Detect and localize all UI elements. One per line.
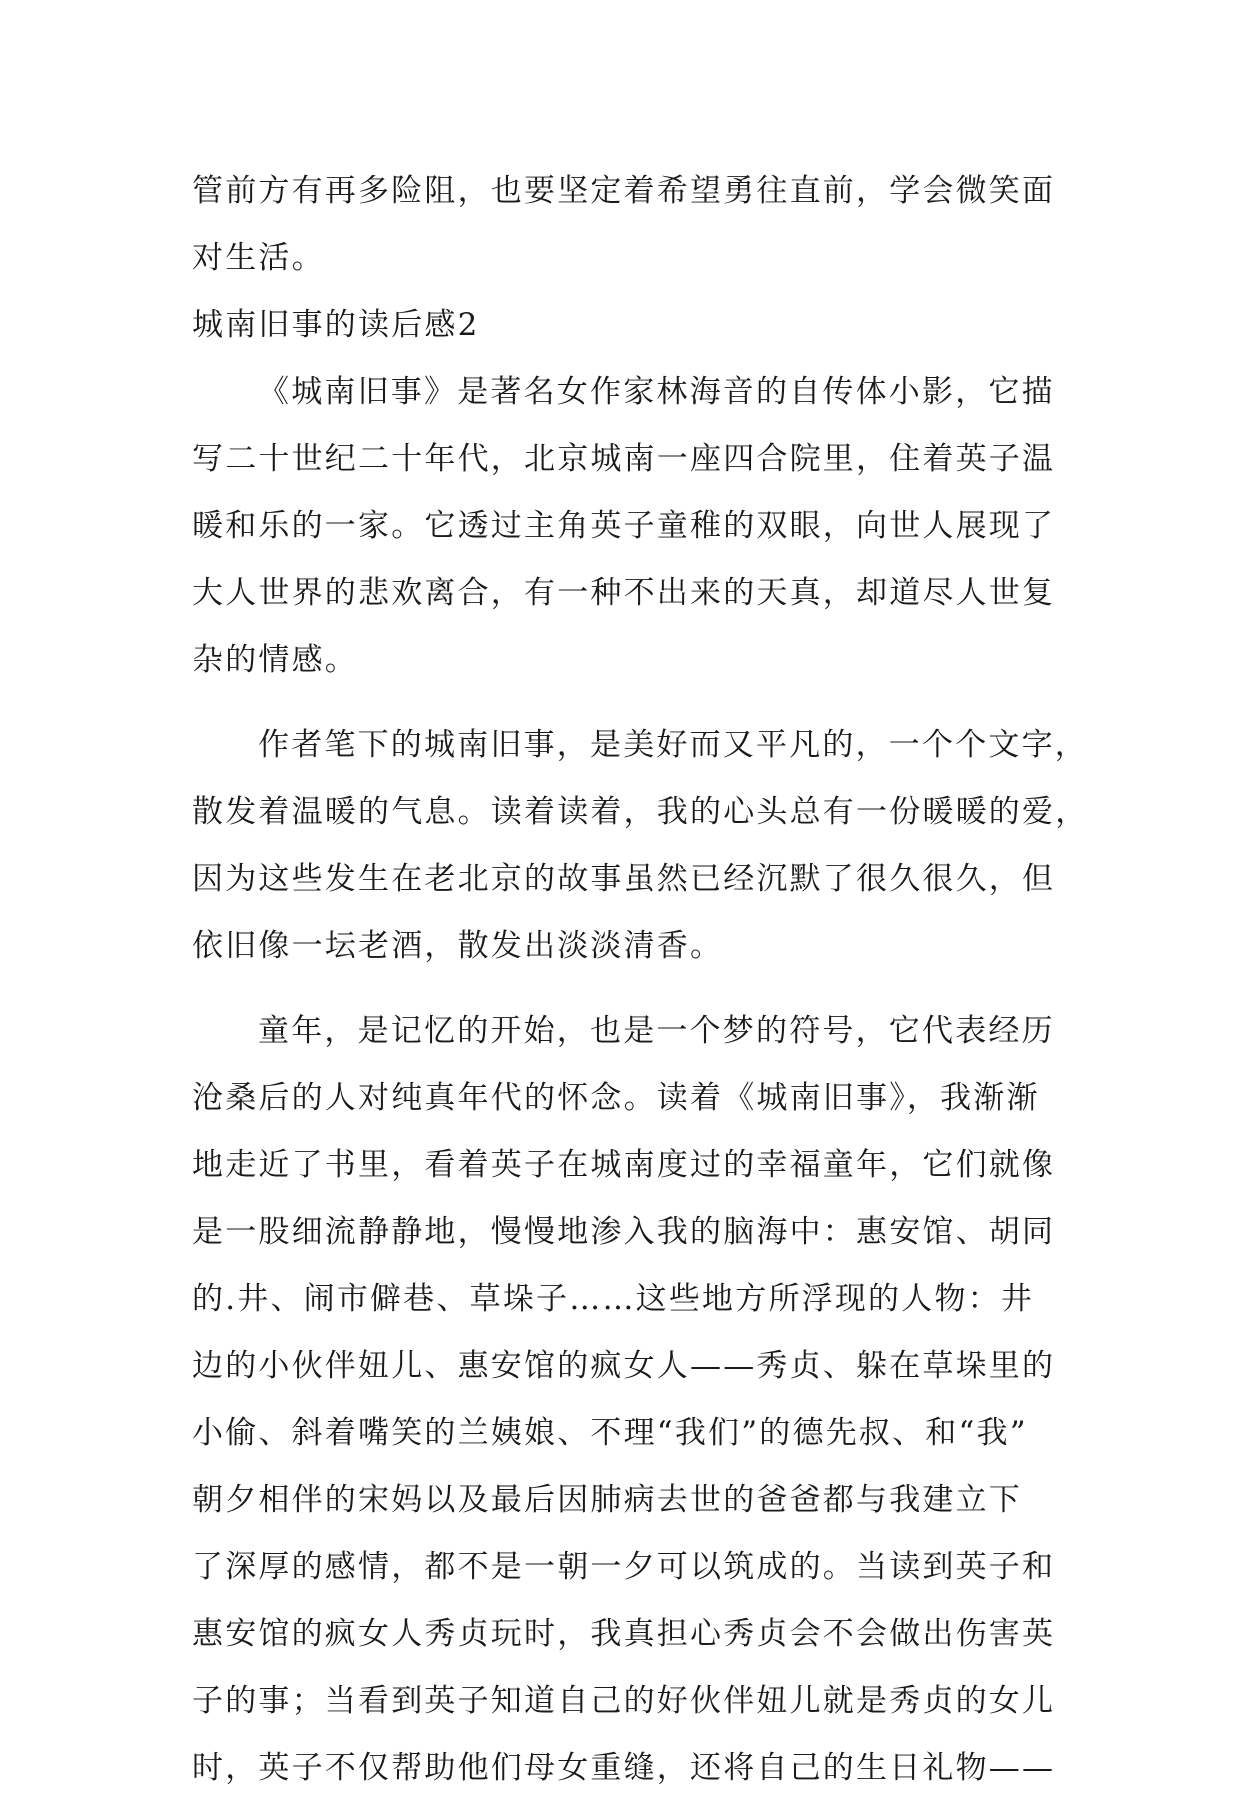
text-line: 大人世界的悲欢离合，有一种不出来的天真，却道尽人世复 xyxy=(192,575,1056,611)
text-line: 童年，是记忆的开始，也是一个梦的符号，它代表经历 xyxy=(258,1013,1055,1049)
text-line: 《城南旧事》是著名女作家林海音的自传体小影，它描 xyxy=(258,374,1055,410)
paragraph-gap xyxy=(192,694,1054,712)
text-line: 的.井、闹市僻巷、草垛子……这些地方所浮现的人物：井 xyxy=(192,1281,1035,1317)
text-line: 小偷、斜着嘴笑的兰姨娘、不理“我们”的德先叔、和“我” xyxy=(192,1415,1028,1451)
text-line: 写二十世纪二十年代，北京城南一座四合院里，住着英子温 xyxy=(192,441,1056,477)
text-line: 朝夕相伴的宋妈以及最后因肺病去世的爸爸都与我建立下 xyxy=(192,1482,1022,1518)
text-line: 杂的情感。 xyxy=(192,642,358,678)
text-line: 地走近了书里，看着英子在城南度过的幸福童年，它们就像 xyxy=(192,1147,1056,1183)
text-line: 暖和乐的一家。它透过主角英子童稚的双眼，向世人展现了 xyxy=(192,508,1056,544)
text-line: 惠安馆的疯女人秀贞玩时，我真担心秀贞会不会做出伤害英 xyxy=(192,1616,1056,1652)
text-line: 子的事；当看到英子知道自己的好伙伴妞儿就是秀贞的女儿 xyxy=(192,1683,1056,1719)
text-line: 散发着温暖的气息。读着读着，我的心头总有一份暖暖的爱， xyxy=(192,794,1089,830)
text-line: 时，英子不仅帮助他们母女重缝，还将自己的生日礼物—— xyxy=(192,1750,1056,1786)
text-line: 沧桑后的人对纯真年代的怀念。读着《城南旧事》，我渐渐 xyxy=(192,1080,1040,1116)
text-line: 边的小伙伴妞儿、惠安馆的疯女人——秀贞、躲在草垛里的 xyxy=(192,1348,1056,1384)
text-line: 因为这些发生在老北京的故事虽然已经沉默了很久很久，但 xyxy=(192,861,1056,897)
text-line: 管前方有再多险阻，也要坚定着希望勇往直前，学会微笑面 xyxy=(192,173,1056,209)
text-line: 作者笔下的城南旧事，是美好而又平凡的，一个个文字， xyxy=(258,727,1088,763)
section-heading: 城南旧事的读后感2 xyxy=(192,307,480,343)
text-line: 是一股细流静静地，慢慢地渗入我的脑海中：惠安馆、胡同 xyxy=(192,1214,1056,1250)
document-page xyxy=(192,158,1089,1802)
paragraph-1 xyxy=(192,359,1054,694)
text-line: 依旧像一坛老酒，散发出淡淡清香。 xyxy=(192,928,724,964)
paragraph-3 xyxy=(192,998,1054,1802)
paragraph-2 xyxy=(192,712,1089,980)
text-line: 了深厚的感情，都不是一朝一夕可以筑成的。当读到英子和 xyxy=(192,1549,1056,1585)
paragraph-gap xyxy=(192,980,1054,998)
text-line: 对生活。 xyxy=(192,240,325,276)
